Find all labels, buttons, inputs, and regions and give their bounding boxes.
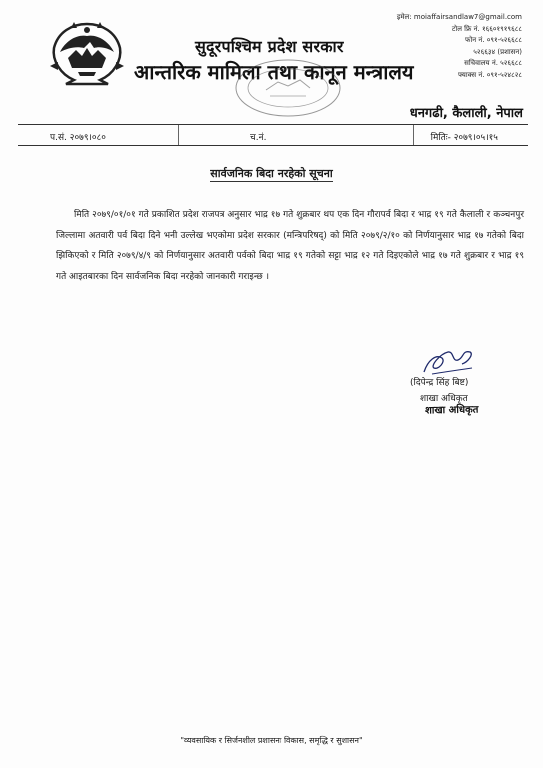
contact-secretariat: सचिवालय नं. ५२६६८८ — [464, 59, 522, 68]
province-heading: सुदूरपश्चिम प्रदेश सरकार — [195, 37, 344, 56]
notice-subject — [0, 166, 543, 181]
contact-tollfree: टोल फ्रि नं. १६६०१९१९६८८ — [451, 24, 522, 33]
signer-designation: शाखा अधिकृत — [420, 394, 468, 404]
contact-email: इमेल: moiaffairsandlaw7@gmail.com — [396, 13, 522, 21]
notice-body: मिति २०७९/०१/०१ गते प्रकाशित प्रदेश राजपत्र अनुसार भाद्र १७ गते शुक्रबार थप एक दिन गौरापर्व बिदा र भाद्र १९ गते कैलाली र कञ्चनपुर जिल्लामा अतवारी पर्व बिदा दिने भनी उल्लेख भएकोमा प्रदेश सरकार (मन्त्रिपरिषद्) को मिति २०७९/२/१० को निर्णयानुसार भाद्र १७ गतेको बिदा झिकिएको र मिति २०७९/४/९ को निर्णयानुसार अतवारी पर्वको बिदा भाद्र १९ गतेको सट्टा भाद्र १२ गते दिइएकोले भाद्र १७ गते शुक्रबार र भाद्र १९ गते आइतबारका दिन सार्वजनिक बिदा नरहेको जानकारी गराइन्छ । — [56, 210, 524, 282]
reference-date: मितिः- २०७९।०५।१५ — [430, 133, 498, 143]
footer-slogan: "व्यवसायिक र सिर्जनशील प्रशासनः विकास, समृद्धि र सुशासन" — [180, 736, 363, 745]
ministry-heading: आन्तरिक मामिला तथा कानून मन्त्रालय — [134, 60, 414, 84]
notice-subject-text: सार्वजनिक बिदा नरहेको सूचना — [210, 167, 333, 180]
reference-bar — [18, 124, 528, 146]
contact-phone: फोन नं. ०९१-५२६६८८ — [465, 36, 522, 45]
designation-stamp: शाखा अधिकृत — [424, 404, 479, 417]
official-round-seal-icon — [232, 56, 344, 120]
signer-name: (दिपेन्द्र सिंह बिष्ट) — [410, 378, 469, 388]
contact-admin-phone: ५२६६३४ (प्रशासन) — [473, 47, 522, 56]
contact-fax: फ्याक्स नं. ०९१-५२४८२८ — [458, 70, 522, 79]
handwritten-signature-icon — [418, 346, 476, 378]
reference-divider — [178, 125, 179, 145]
reference-cn-number: च.नं. — [250, 133, 267, 143]
reference-ps-number: प.सं. २०७९।०८० — [50, 133, 106, 143]
office-location: धनगढी, कैलाली, नेपाल — [409, 106, 523, 121]
nepal-government-emblem-icon — [44, 18, 130, 90]
reference-divider — [413, 125, 414, 145]
contact-block — [382, 12, 522, 82]
